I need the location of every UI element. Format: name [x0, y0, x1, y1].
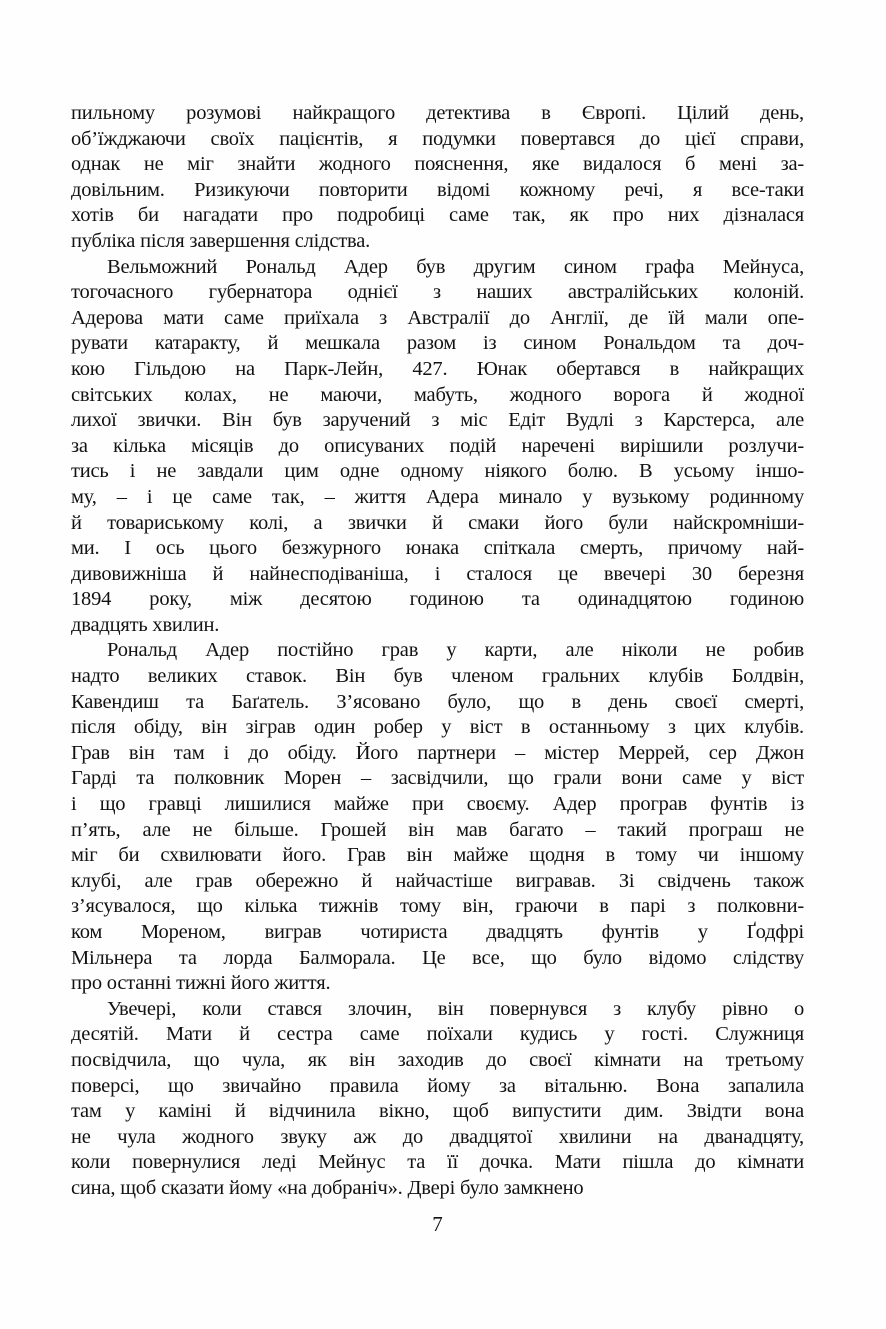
text-line: Увечері, коли стався злочин, він повернувся з клубу рівно о: [107, 997, 804, 1020]
paragraph: [71, 101, 804, 255]
text-line: тись і не завдали цим одне одному ніякого болю. В усьому іншо-: [71, 460, 804, 483]
paragraph: [71, 997, 804, 1202]
text-line: Адерова мати саме приїхала з Австралії до Англії, де їй мали опе-: [71, 306, 804, 329]
text-line: пильному розумові найкращого детектива в Європі. Цілий день,: [71, 102, 804, 124]
text-line: лихої звички. Він був заручений з міс Едіт Вудлі з Карстерса, але: [71, 409, 804, 432]
text-line: публіка після завершення слідства.: [71, 229, 371, 252]
text-line: хотів би нагадати про подробиці саме так, як про них дізналася: [71, 204, 804, 227]
text-line: клубі, але грав обережно й найчастіше вигравав. Зі свідчень також: [71, 869, 804, 892]
text-line: з’ясувалося, що кілька тижнів тому він, граючи в парі з полковни-: [71, 895, 804, 918]
text-line: Гарді та полковник Морен – засвідчили, що грали вони саме у віст: [71, 767, 804, 790]
text-line: Кавендиш та Баґатель. З’ясовано було, що в день своєї смерті,: [71, 690, 804, 713]
paragraph: [71, 638, 804, 996]
text-line: Грав він там і до обіду. Його партнери – містер Меррей, сер Джон: [71, 741, 804, 764]
text-line: після обіду, він зіграв один робер у віст в останньому з цих клубів.: [71, 716, 804, 739]
page-text: [71, 101, 804, 1202]
paragraph: [71, 255, 804, 639]
text-line: довільним. Ризикуючи повторити відомі кожному речі, я все-таки: [71, 178, 804, 201]
text-line: там у каміні й відчинила вікно, щоб випустити дим. Звідти вона: [71, 1100, 804, 1123]
text-line: про останні тижні його життя.: [71, 972, 331, 995]
text-line: об’їжджаючи своїх пацієнтів, я подумки повертався до цієї справи,: [71, 127, 804, 150]
text-line: не чула жодного звуку аж до двадцятої хвилини на дванадцяту,: [71, 1125, 804, 1148]
text-line: за кілька місяців до описуваних подій наречені вирішили розлучи-: [71, 434, 804, 457]
text-line: ком Мореном, виграв чотириста двадцять фунтів у Ґодфрі: [71, 921, 804, 943]
text-line: коли повернулися леді Мейнус та її дочка. Мати пішла до кімнати: [71, 1151, 804, 1174]
text-line: двадцять хвилин.: [71, 613, 220, 636]
text-line: Вельможний Рональд Адер був другим сином графа Мейнуса,: [107, 255, 804, 278]
text-line: Мільнера та лорда Балморала. Це все, що було відомо слідству: [71, 946, 804, 969]
text-line: сина, щоб сказати йому «на добраніч». Двері було замкнено: [71, 1176, 584, 1199]
text-line: міг би схвилювати його. Грав він майже щодня в тому чи іншому: [71, 844, 804, 867]
text-line: ми. І ось цього безжурного юнака спіткала смерть, причому най-: [71, 537, 804, 560]
text-line: десятій. Мати й сестра саме поїхали кудись у гості. Служниця: [71, 1023, 804, 1046]
text-line: рувати катаракту, й мешкала разом із сином Рональдом та доч-: [71, 332, 804, 355]
text-line: однак не міг знайти жодного пояснення, яке видалося б мені за-: [71, 153, 804, 176]
text-line: тогочасного губернатора однієї з наших австралійських колоній.: [71, 281, 804, 304]
text-line: поверсі, що звичайно правила йому за вітальню. Вона запалила: [71, 1074, 804, 1097]
page-number: 7: [432, 1212, 443, 1236]
text-line: Рональд Адер постійно грав у карти, але ніколи не робив: [107, 639, 804, 662]
text-line: надто великих ставок. Він був членом гральних клубів Болдвін,: [71, 665, 804, 688]
text-line: посвідчила, що чула, як він заходив до своєї кімнати на третьому: [71, 1048, 804, 1071]
text-line: світських колах, не маючи, мабуть, жодного ворога й жодної: [71, 383, 804, 406]
text-line: п’ять, але не більше. Грошей він мав багато – такий програш не: [71, 818, 804, 841]
text-line: му, – і це саме так, – життя Адера минало у вузькому родинному: [71, 485, 804, 508]
text-line: 1894 року, між десятою годиною та одинадцятою годиною: [71, 588, 804, 611]
text-line: й товариському колі, а звички й смаки його були найскромніши-: [71, 511, 804, 534]
text-line: дивовижніша й найнесподіваніша, і сталося це ввечері 30 березня: [71, 562, 804, 585]
text-line: кою Гільдою на Парк-Лейн, 427. Юнак обертався в найкращих: [71, 357, 804, 380]
text-line: і що гравці лишилися майже при своєму. Адер програв фунтів із: [71, 793, 804, 816]
